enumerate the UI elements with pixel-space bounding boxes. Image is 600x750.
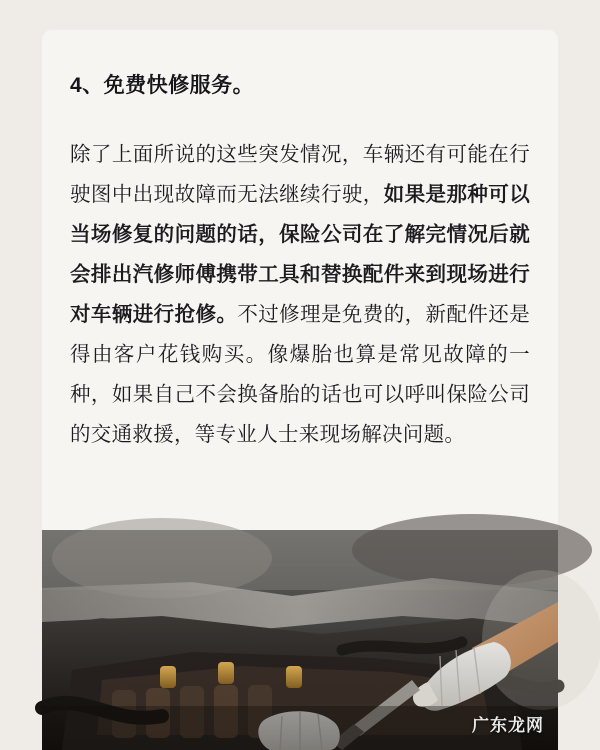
paragraph-segment-2: 不过修理是免费的，新配件还是得由客户花钱购买。像爆胎也算是常见故障的一种，如果自己不会换备胎的话也可以呼叫保险公司的交通救援，等专业人士来现场解决问题。 bbox=[70, 303, 530, 447]
paragraph-segment-1: 除了上面所说的这些突发情况，车辆还有可能在行驶图中出现故障而无法继续行驶， bbox=[70, 143, 530, 207]
watermark-label: 广东龙网 bbox=[472, 716, 544, 735]
page-title: 4、免费快修服务。 bbox=[70, 74, 255, 97]
article-paragraph bbox=[70, 135, 530, 455]
article-body bbox=[42, 30, 558, 455]
mechanic-repairing-engine-photo bbox=[42, 530, 558, 750]
paragraph-segment-bold: 如果是那种可以当场修复的问题的话，保险公司在了解完情况后就会排出汽修师傅携带工具和替换配件来到现场进行对车辆进行抢修。 bbox=[70, 183, 531, 327]
article-card bbox=[42, 30, 558, 735]
